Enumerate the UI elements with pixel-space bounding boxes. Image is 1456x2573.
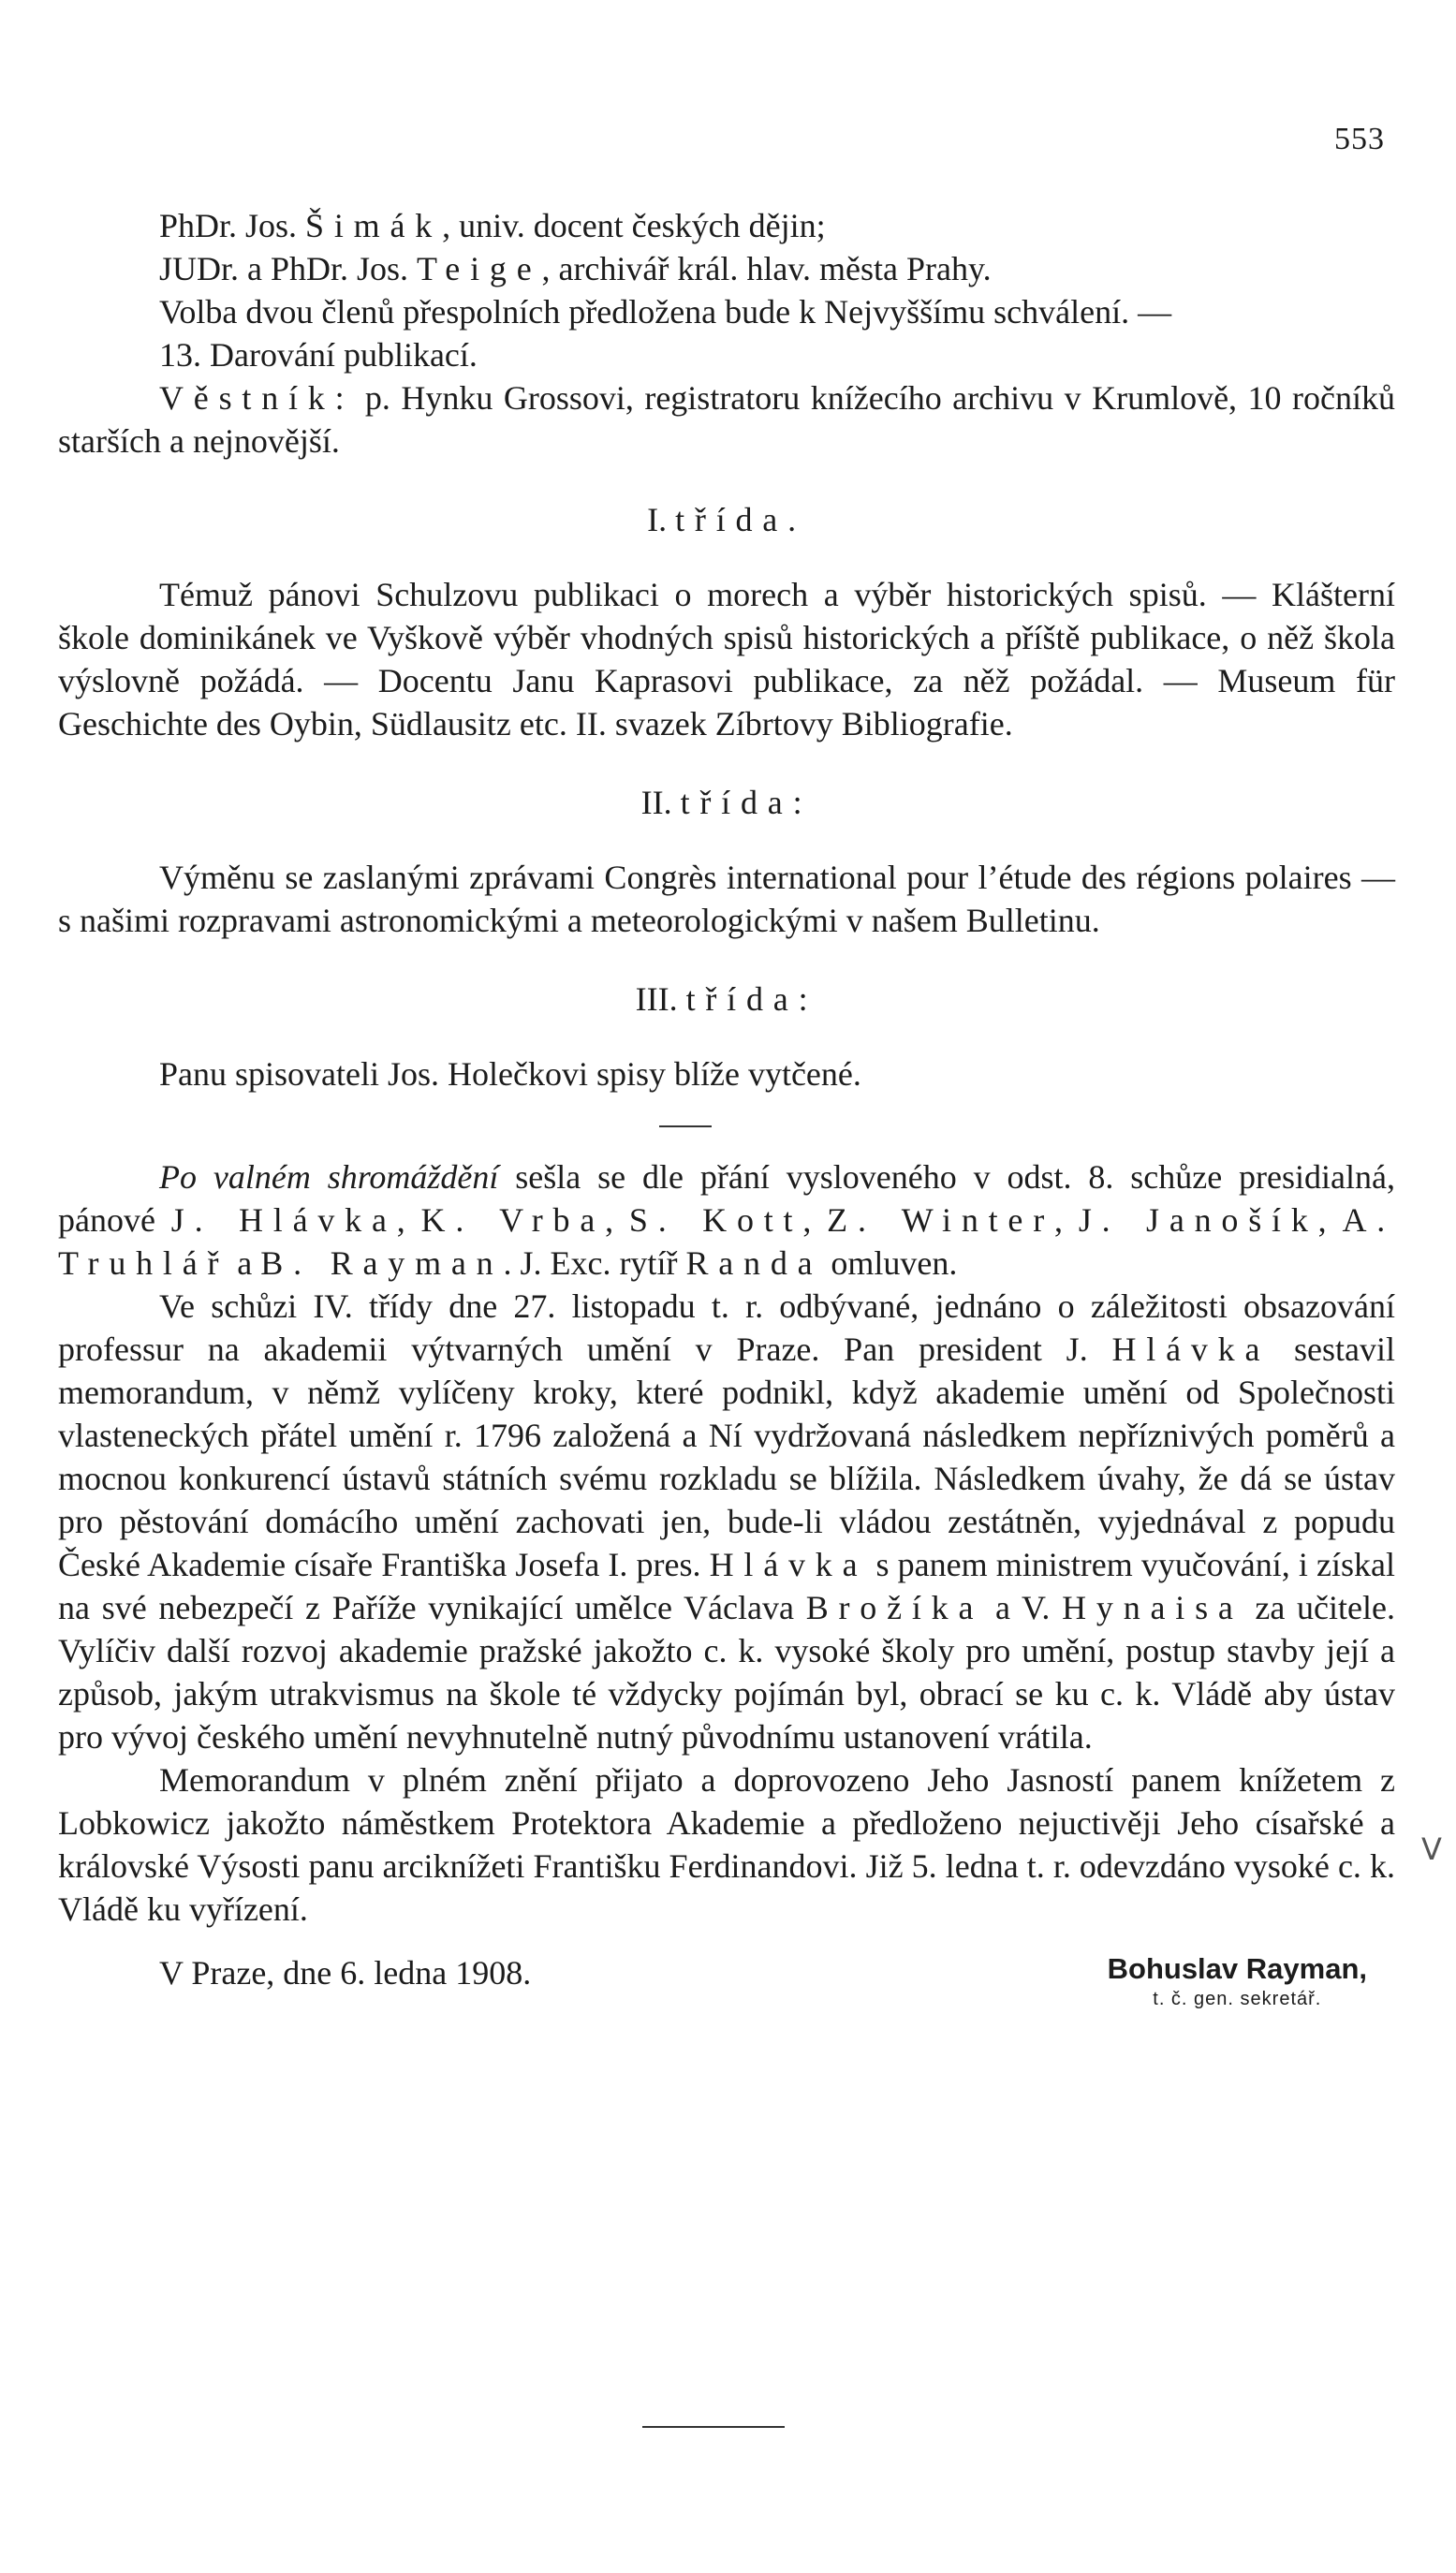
member-name: B. Rayman: [260, 1244, 504, 1282]
assembly-text: omluven.: [822, 1244, 958, 1282]
member-line-simak: [58, 204, 1395, 247]
section-divider: [659, 1125, 712, 1127]
class-2-word: třída:: [680, 784, 813, 821]
member-name: Šimák: [305, 207, 443, 244]
meeting-paragraph: [58, 1285, 1395, 1758]
class-2-number: II.: [640, 784, 681, 821]
member-name: K. Vrba: [420, 1201, 606, 1239]
end-rule: [642, 2426, 785, 2428]
memorandum-paragraph: Memorandum v plném znění přijato a doprovozeno Jeho Jasností panem knížetem z Lobkowicz jakožto náměstkem Protektora Akademie a předloženo nejuctivěji Jeho císařské a královské Výsosti panu arciknížeti Františku Ferdinandovi. Již 5. ledna t. r. odevzdáno vysoké c. k. Vládě ku vyřízení.: [58, 1761, 1395, 1928]
vestnik-label: Věstník:: [159, 379, 355, 417]
signature-title: t. č. gen. sekretář.: [1153, 1989, 1322, 2009]
class-1-paragraph: Témuž pánovi Schulzovu publikaci o morech a výběr historických spisů. — Klášterní škole dominikánek ve Vyškově výběr vhodných spisů historických a příště publikace, o něž škola výslovně požádá. — Docentu Janu Kaprasovi publikace, za něž požádal. — Museum für Geschichte des Oybin, Südlausitz etc. II. svazek Zíbrtovy Bibliografie.: [58, 576, 1395, 742]
closing-row: [58, 1951, 1395, 2011]
class-3-paragraph: Panu spisovateli Jos. Holečkovi spisy blíže vytčené.: [159, 1055, 861, 1093]
member-name: J. Hlávka: [170, 1201, 397, 1239]
member-name: J. Janošík: [1078, 1201, 1318, 1239]
document-body: [58, 204, 1395, 2011]
assembly-text: ,: [1317, 1201, 1343, 1239]
meeting-text: a V.: [983, 1589, 1063, 1626]
assembly-text: ,: [802, 1201, 828, 1239]
class-3-number: III.: [635, 980, 686, 1018]
item-13-heading: 13. Darování publikací.: [159, 336, 478, 374]
margin-check-mark: V: [1421, 1831, 1442, 1867]
member-name: Teige: [417, 250, 542, 287]
assembly-text: ,: [1054, 1201, 1079, 1239]
person-name: Brožíka: [805, 1589, 984, 1626]
assembly-lead: Po valném shromáždění: [159, 1158, 499, 1196]
meeting-text: za učitele. Vylíčiv další rozvoj akademie pražské jakožto c. k. vysoké školy pro umění, postup stavby její a způsob, jakým utrakvismus na škole té vždycky pojímán byl, obrací se ku c. k. Vládě aby ústav pro vývoj českého umění nevyhnutelně nutný původnímu ustanovení vrátila.: [58, 1589, 1396, 1756]
person-name: Hlávka: [709, 1546, 868, 1583]
assembly-text: ,: [396, 1201, 421, 1239]
page-number: 553: [1334, 122, 1385, 156]
member-name: A. Truhlář: [58, 1201, 1396, 1282]
member-title: , archivář král. hlav. města Prahy.: [541, 250, 992, 287]
vestnik-text: p. Hynku Grossovi, registratoru knížecího archivu v Krumlově, 10 ročníků starších a nejnovější.: [58, 379, 1395, 460]
signature-block: [1108, 1951, 1395, 2011]
class-1-heading: [58, 498, 1395, 541]
place-date: V Praze, dne 6. ledna 1908.: [159, 1954, 532, 1992]
assembly-text: a: [228, 1244, 261, 1282]
assembly-text: ,: [605, 1201, 629, 1239]
member-name: Z. Winter: [827, 1201, 1055, 1239]
assembly-paragraph: [58, 1155, 1395, 1285]
signature-name: Bohuslav Rayman,: [1107, 1952, 1367, 1985]
class-3-word: třída:: [685, 980, 818, 1018]
class-1-number: I.: [647, 501, 676, 538]
class-1-word: třída.: [675, 501, 806, 538]
meeting-text: Ve schůzi IV. třídy dne 27. listopadu t. r. odbývané, jednáno o záležitosti obsazování professur na akademii výtvarných umění v Praze. Pan president J.: [58, 1287, 1395, 1368]
vestnik-paragraph: [58, 376, 1395, 463]
member-name: Randa: [685, 1244, 823, 1282]
person-name: Hlávka: [1111, 1331, 1271, 1368]
class-2-paragraph: Výměnu se zaslanými zprávami Congrès international pour l’étude des régions polaires — s našimi rozpravami astronomickými a meteorologickými v našem Bulletinu.: [58, 859, 1395, 939]
member-prefix: JUDr. a PhDr. Jos.: [159, 250, 418, 287]
assembly-text: . J. Exc. rytíř: [503, 1244, 686, 1282]
member-prefix: PhDr. Jos.: [159, 207, 306, 244]
class-3-heading: [58, 978, 1395, 1021]
person-name: Hynaisa: [1062, 1589, 1243, 1626]
meeting-text: sestavil memorandum, v němž vylíčeny kroky, které podnikl, když akademie umění od Společnosti vlasteneckých přátel umění r. 1796 založená a Ní vydržovaná následkem nepříznivých poměrů a mocnou konkurencí ústavů státních svému rozkladu se blížila. Následkem úvahy, že dá se ústav pro pěstování domácího umění zachovati jen, bude-li vládou zestátněn, vyjednával z popudu České Akademie císaře Františka Josefa I. pres.: [58, 1331, 1395, 1583]
member-name: S. Kott: [628, 1201, 803, 1239]
class-2-heading: [58, 781, 1395, 824]
member-line-teige: [58, 247, 1395, 290]
spacer: [58, 1127, 1395, 1155]
meeting-text: s panem ministrem vyučování, i získal na své nebezpečí z Paříže vynikající umělce Václava: [58, 1546, 1395, 1626]
member-title: , univ. docent českých dějin;: [442, 207, 826, 244]
election-paragraph: Volba dvou členů přespolních předložena bude k Nejvyššímu schválení. —: [159, 293, 1172, 331]
assembly-text: sešla se dle přání vysloveného v odst. 8. schůze presidialná, pánové: [58, 1158, 1395, 1239]
